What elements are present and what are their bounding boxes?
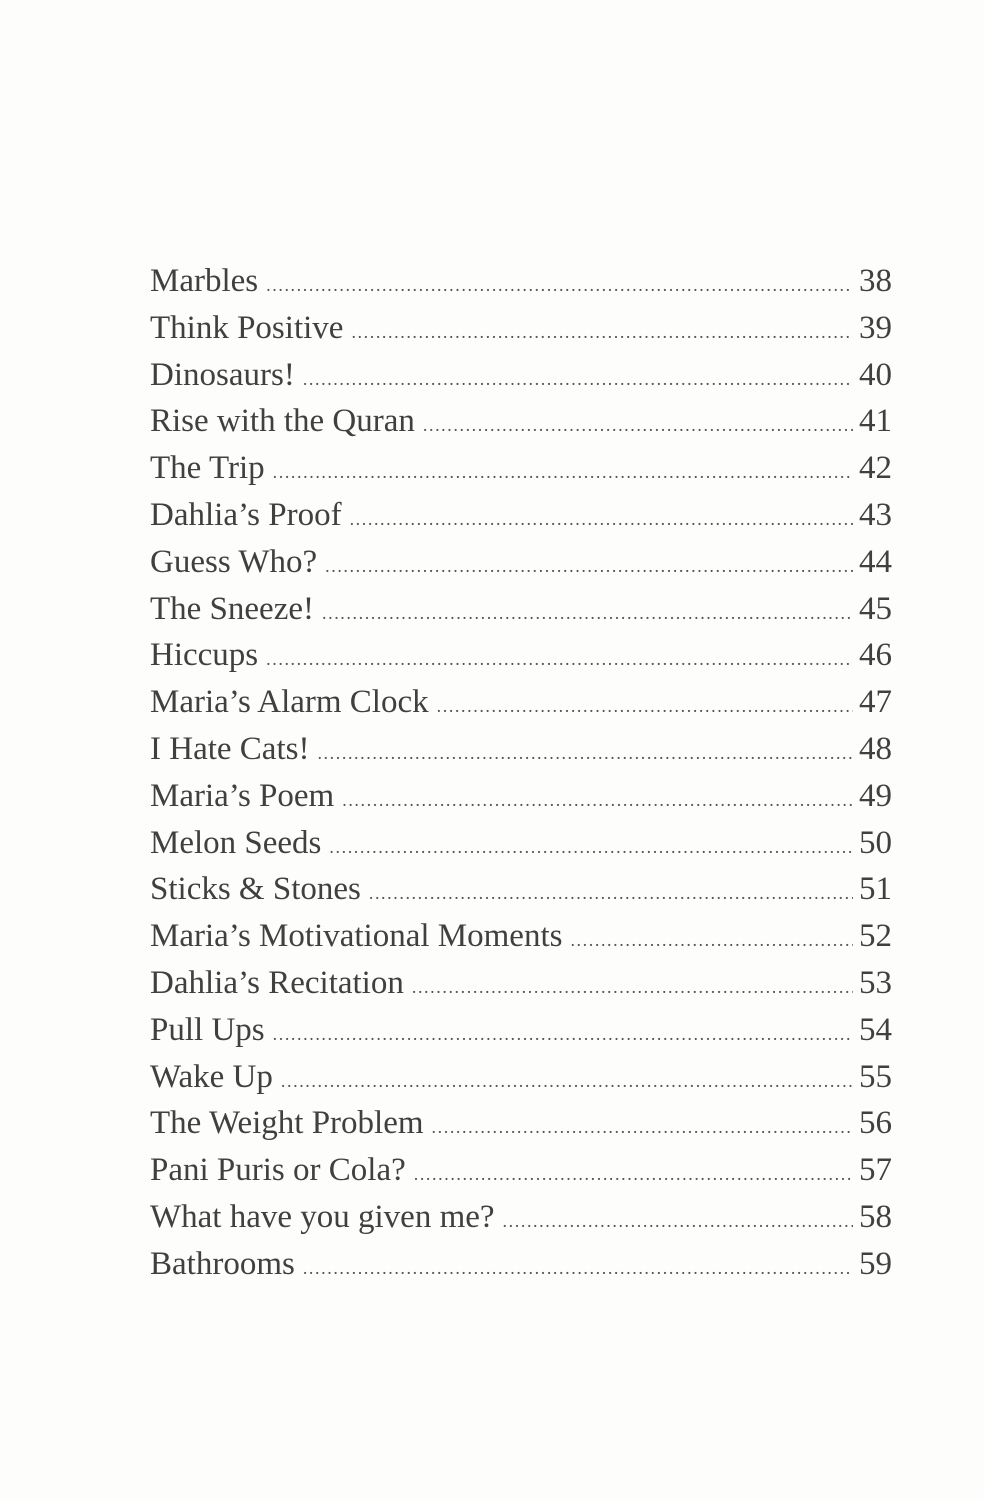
toc-entry-title: The Trip xyxy=(150,450,265,487)
dot-leader xyxy=(351,323,853,341)
toc-entry-page: 51 xyxy=(859,871,892,908)
toc-entry xyxy=(150,539,892,586)
toc-entry xyxy=(150,445,892,492)
toc-entry xyxy=(150,1007,892,1054)
toc-entry-title: Marbles xyxy=(150,263,259,299)
toc-entry-title: Dinosaurs! xyxy=(150,356,295,393)
toc-entry-title: Dahlia’s Recitation xyxy=(150,964,404,1001)
toc-entry-page: 38 xyxy=(859,263,892,299)
dot-leader xyxy=(273,1025,853,1043)
dot-leader xyxy=(322,604,853,622)
toc-entry xyxy=(150,352,892,399)
toc-entry-page: 52 xyxy=(859,918,892,955)
toc-entry-page: 59 xyxy=(859,1245,892,1282)
toc-entry xyxy=(150,305,892,352)
toc-entry-page: 58 xyxy=(859,1198,892,1235)
toc-entry-page: 45 xyxy=(859,590,892,627)
toc-entry-title: Maria’s Motivational Moments xyxy=(150,918,563,955)
toc-entry-page: 40 xyxy=(859,356,892,393)
toc-entry-page: 43 xyxy=(859,496,892,533)
toc-entry-title: Guess Who? xyxy=(150,543,318,580)
toc-entry-title: Bathrooms xyxy=(150,1245,295,1282)
toc-entry-title: Wake Up xyxy=(150,1058,273,1095)
dot-leader xyxy=(325,557,853,575)
toc-entry xyxy=(150,679,892,726)
toc-entry-page: 42 xyxy=(859,450,892,487)
table-of-contents xyxy=(150,258,892,1288)
dot-leader xyxy=(350,510,853,528)
toc-entry-title: Pani Puris or Cola? xyxy=(150,1152,406,1189)
toc-entry-page: 56 xyxy=(859,1105,892,1142)
toc-entry xyxy=(150,866,892,913)
toc-entry-page: 39 xyxy=(859,309,892,346)
dot-leader xyxy=(273,463,853,481)
toc-entry xyxy=(150,726,892,773)
dot-leader xyxy=(437,697,853,715)
toc-entry-title: Sticks & Stones xyxy=(150,871,361,908)
toc-entry-page: 41 xyxy=(859,403,892,440)
toc-entry-page: 55 xyxy=(859,1058,892,1095)
toc-entry xyxy=(150,1241,892,1288)
toc-entry-title: What have you given me? xyxy=(150,1198,495,1235)
toc-entry-page: 44 xyxy=(859,543,892,580)
dot-leader xyxy=(570,931,853,949)
toc-entry-title: Melon Seeds xyxy=(150,824,322,861)
toc-entry-page: 50 xyxy=(859,824,892,861)
dot-leader xyxy=(317,744,853,762)
toc-entry-title: Maria’s Poem xyxy=(150,777,335,814)
toc-entry xyxy=(150,632,892,679)
toc-entry-page: 47 xyxy=(859,684,892,721)
toc-entry-title: Pull Ups xyxy=(150,1011,265,1048)
dot-leader xyxy=(342,791,853,809)
toc-entry xyxy=(150,398,892,445)
toc-entry-page: 49 xyxy=(859,777,892,814)
toc-entry-page: 53 xyxy=(859,964,892,1001)
toc-entry-title: Rise with the Quran xyxy=(150,403,415,440)
toc-entry xyxy=(150,1194,892,1241)
dot-leader xyxy=(303,1259,853,1277)
toc-entry-title: The Sneeze! xyxy=(150,590,314,627)
toc-entry xyxy=(150,960,892,1007)
dot-leader xyxy=(423,416,853,434)
toc-entry-title: Maria’s Alarm Clock xyxy=(150,684,429,721)
dot-leader xyxy=(414,1165,853,1183)
dot-leader xyxy=(412,978,853,996)
dot-leader xyxy=(303,370,853,388)
toc-entry xyxy=(150,773,892,820)
dot-leader xyxy=(369,884,853,902)
dot-leader xyxy=(503,1212,853,1230)
dot-leader xyxy=(281,1072,853,1090)
toc-entry xyxy=(150,492,892,539)
toc-entry-page: 57 xyxy=(859,1152,892,1189)
toc-entry xyxy=(150,1147,892,1194)
toc-entry-title: Dahlia’s Proof xyxy=(150,496,342,533)
dot-leader xyxy=(432,1118,853,1136)
dot-leader xyxy=(266,650,853,668)
toc-entry xyxy=(150,258,892,305)
toc-entry-page: 54 xyxy=(859,1011,892,1048)
dot-leader xyxy=(266,276,853,294)
toc-entry xyxy=(150,820,892,867)
toc-entry-page: 46 xyxy=(859,637,892,674)
toc-entry xyxy=(150,586,892,633)
toc-entry xyxy=(150,1100,892,1147)
dot-leader xyxy=(329,838,853,856)
toc-entry xyxy=(150,1054,892,1101)
toc-entry-title: Hiccups xyxy=(150,637,259,674)
toc-entry-title: Think Positive xyxy=(150,309,344,346)
toc-entry-page: 48 xyxy=(859,730,892,767)
toc-entry-title: The Weight Problem xyxy=(150,1105,424,1142)
toc-entry xyxy=(150,913,892,960)
toc-entry-title: I Hate Cats! xyxy=(150,730,310,767)
